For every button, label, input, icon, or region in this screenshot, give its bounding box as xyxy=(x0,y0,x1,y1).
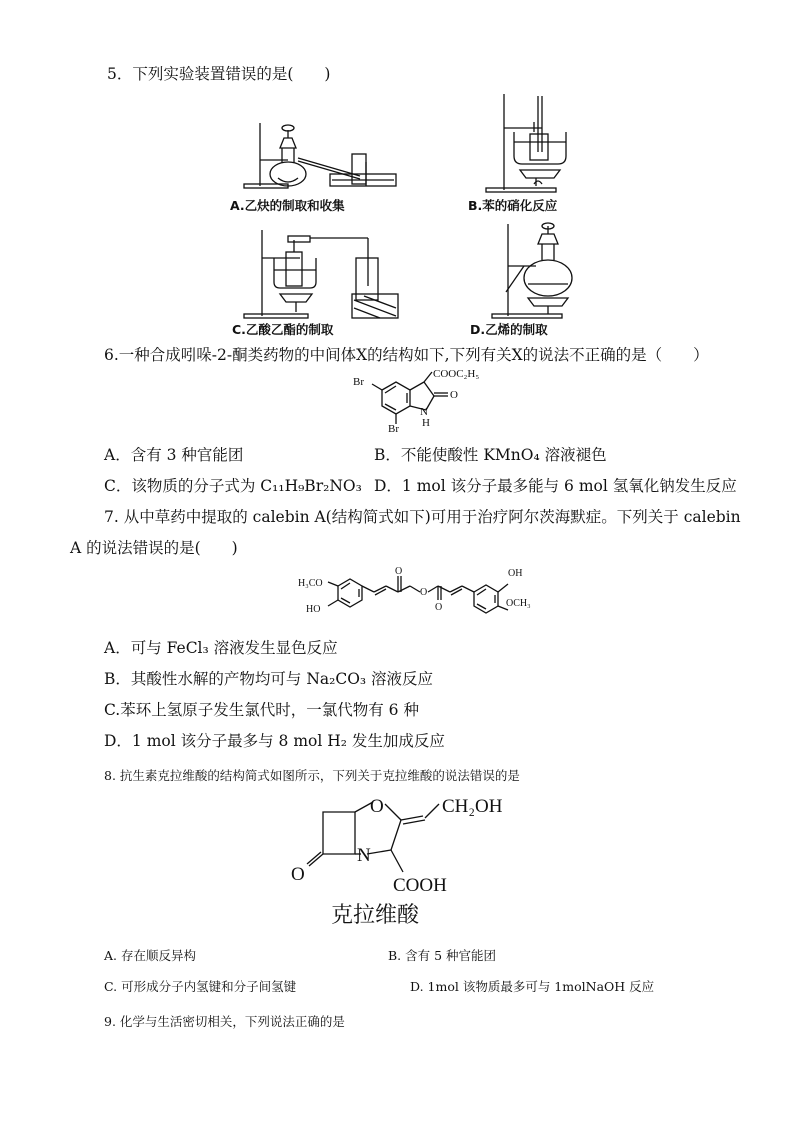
apparatus-b-figure xyxy=(480,92,580,194)
q6-br-top-label: Br xyxy=(353,376,364,388)
q7-option-a: A．可与 FeCl₃ 溶液发生显色反应 xyxy=(104,639,338,657)
q7-stem-line2: A 的说法错误的是( ) xyxy=(70,539,238,557)
q8-o-carbonyl-label: O xyxy=(291,864,305,885)
q8-structure-figure xyxy=(285,792,525,932)
q7-oh-right-label: OH xyxy=(508,568,523,579)
q8-o-ring-label: O xyxy=(370,796,384,817)
q8-stem: 8. 抗生素克拉维酸的结构简式如图所示，下列关于克拉维酸的说法错误的是 xyxy=(104,768,520,783)
q8-n-label: N xyxy=(357,845,371,866)
q5-stem: 5．下列实验装置错误的是( ) xyxy=(107,65,331,83)
q7-structure-figure xyxy=(298,562,548,628)
caption-d: D.乙烯的制取 xyxy=(470,322,548,337)
q7-stem-line1: 7. 从中草药中提取的 calebin A(结构简式如下)可用于治疗阿尔茨海默症。下列关于 calebin xyxy=(104,508,741,526)
q6-o-label: O xyxy=(450,389,458,401)
q6-h-label: H xyxy=(422,417,430,429)
q6-structure-figure xyxy=(352,368,512,434)
q7-o-ketone-label: O xyxy=(395,566,403,577)
q7-och3-left-label: H₃CO xyxy=(298,578,323,589)
q7-o-ester-label: O xyxy=(420,587,428,598)
q8-option-a: A. 存在顺反异构 xyxy=(104,948,196,963)
q6-br-bottom-label: Br xyxy=(388,423,399,435)
q8-structure-name: 克拉维酸 xyxy=(331,902,420,927)
q6-n-label: N xyxy=(420,406,428,418)
apparatus-d-figure xyxy=(490,222,590,320)
q9-stem: 9. 化学与生活密切相关，下列说法正确的是 xyxy=(104,1014,345,1029)
q8-ch2oh-label: CH₂OH xyxy=(442,796,503,817)
q7-o-carbonyl-label: O xyxy=(435,602,443,613)
q7-option-d: D．1 mol 该分子最多与 8 mol H₂ 发生加成反应 xyxy=(104,732,445,750)
caption-a: A.乙炔的制取和收集 xyxy=(230,198,345,213)
q7-option-b: B．其酸性水解的产物均可与 Na₂CO₃ 溶液反应 xyxy=(104,670,434,688)
q8-option-c: C. 可形成分子内氢键和分子间氢键 xyxy=(104,979,297,994)
q7-oh-left-label: HO xyxy=(306,604,321,615)
caption-b: B.苯的硝化反应 xyxy=(468,198,558,213)
q6-ester-label: COOC₂H₅ xyxy=(433,368,480,380)
apparatus-c-figure xyxy=(240,228,410,320)
q6-option-a: A．含有 3 种官能团 xyxy=(104,446,244,464)
q8-option-b: B. 含有 5 种官能团 xyxy=(388,948,497,963)
q6-option-c: C．该物质的分子式为 C₁₁H₉Br₂NO₃ xyxy=(104,477,362,495)
q8-cooh-label: COOH xyxy=(393,875,447,896)
q7-och3-right-label: OCH₃ xyxy=(506,598,531,609)
q7-option-c: C.苯环上氢原子发生氯代时，一氯代物有 6 种 xyxy=(104,701,419,719)
q8-option-d: D. 1mol 该物质最多可与 1molNaOH 反应 xyxy=(410,979,655,994)
q6-stem: 6.一种合成吲哚-2-酮类药物的中间体X的结构如下,下列有关X的说法不正确的是（ ） xyxy=(104,346,709,364)
apparatus-a-figure xyxy=(230,118,410,190)
q6-option-b: B．不能使酸性 KMnO₄ 溶液褪色 xyxy=(374,446,607,464)
q6-option-d: D．1 mol 该分子最多能与 6 mol 氢氧化钠发生反应 xyxy=(374,477,737,495)
caption-c: C.乙酸乙酯的制取 xyxy=(232,322,334,337)
